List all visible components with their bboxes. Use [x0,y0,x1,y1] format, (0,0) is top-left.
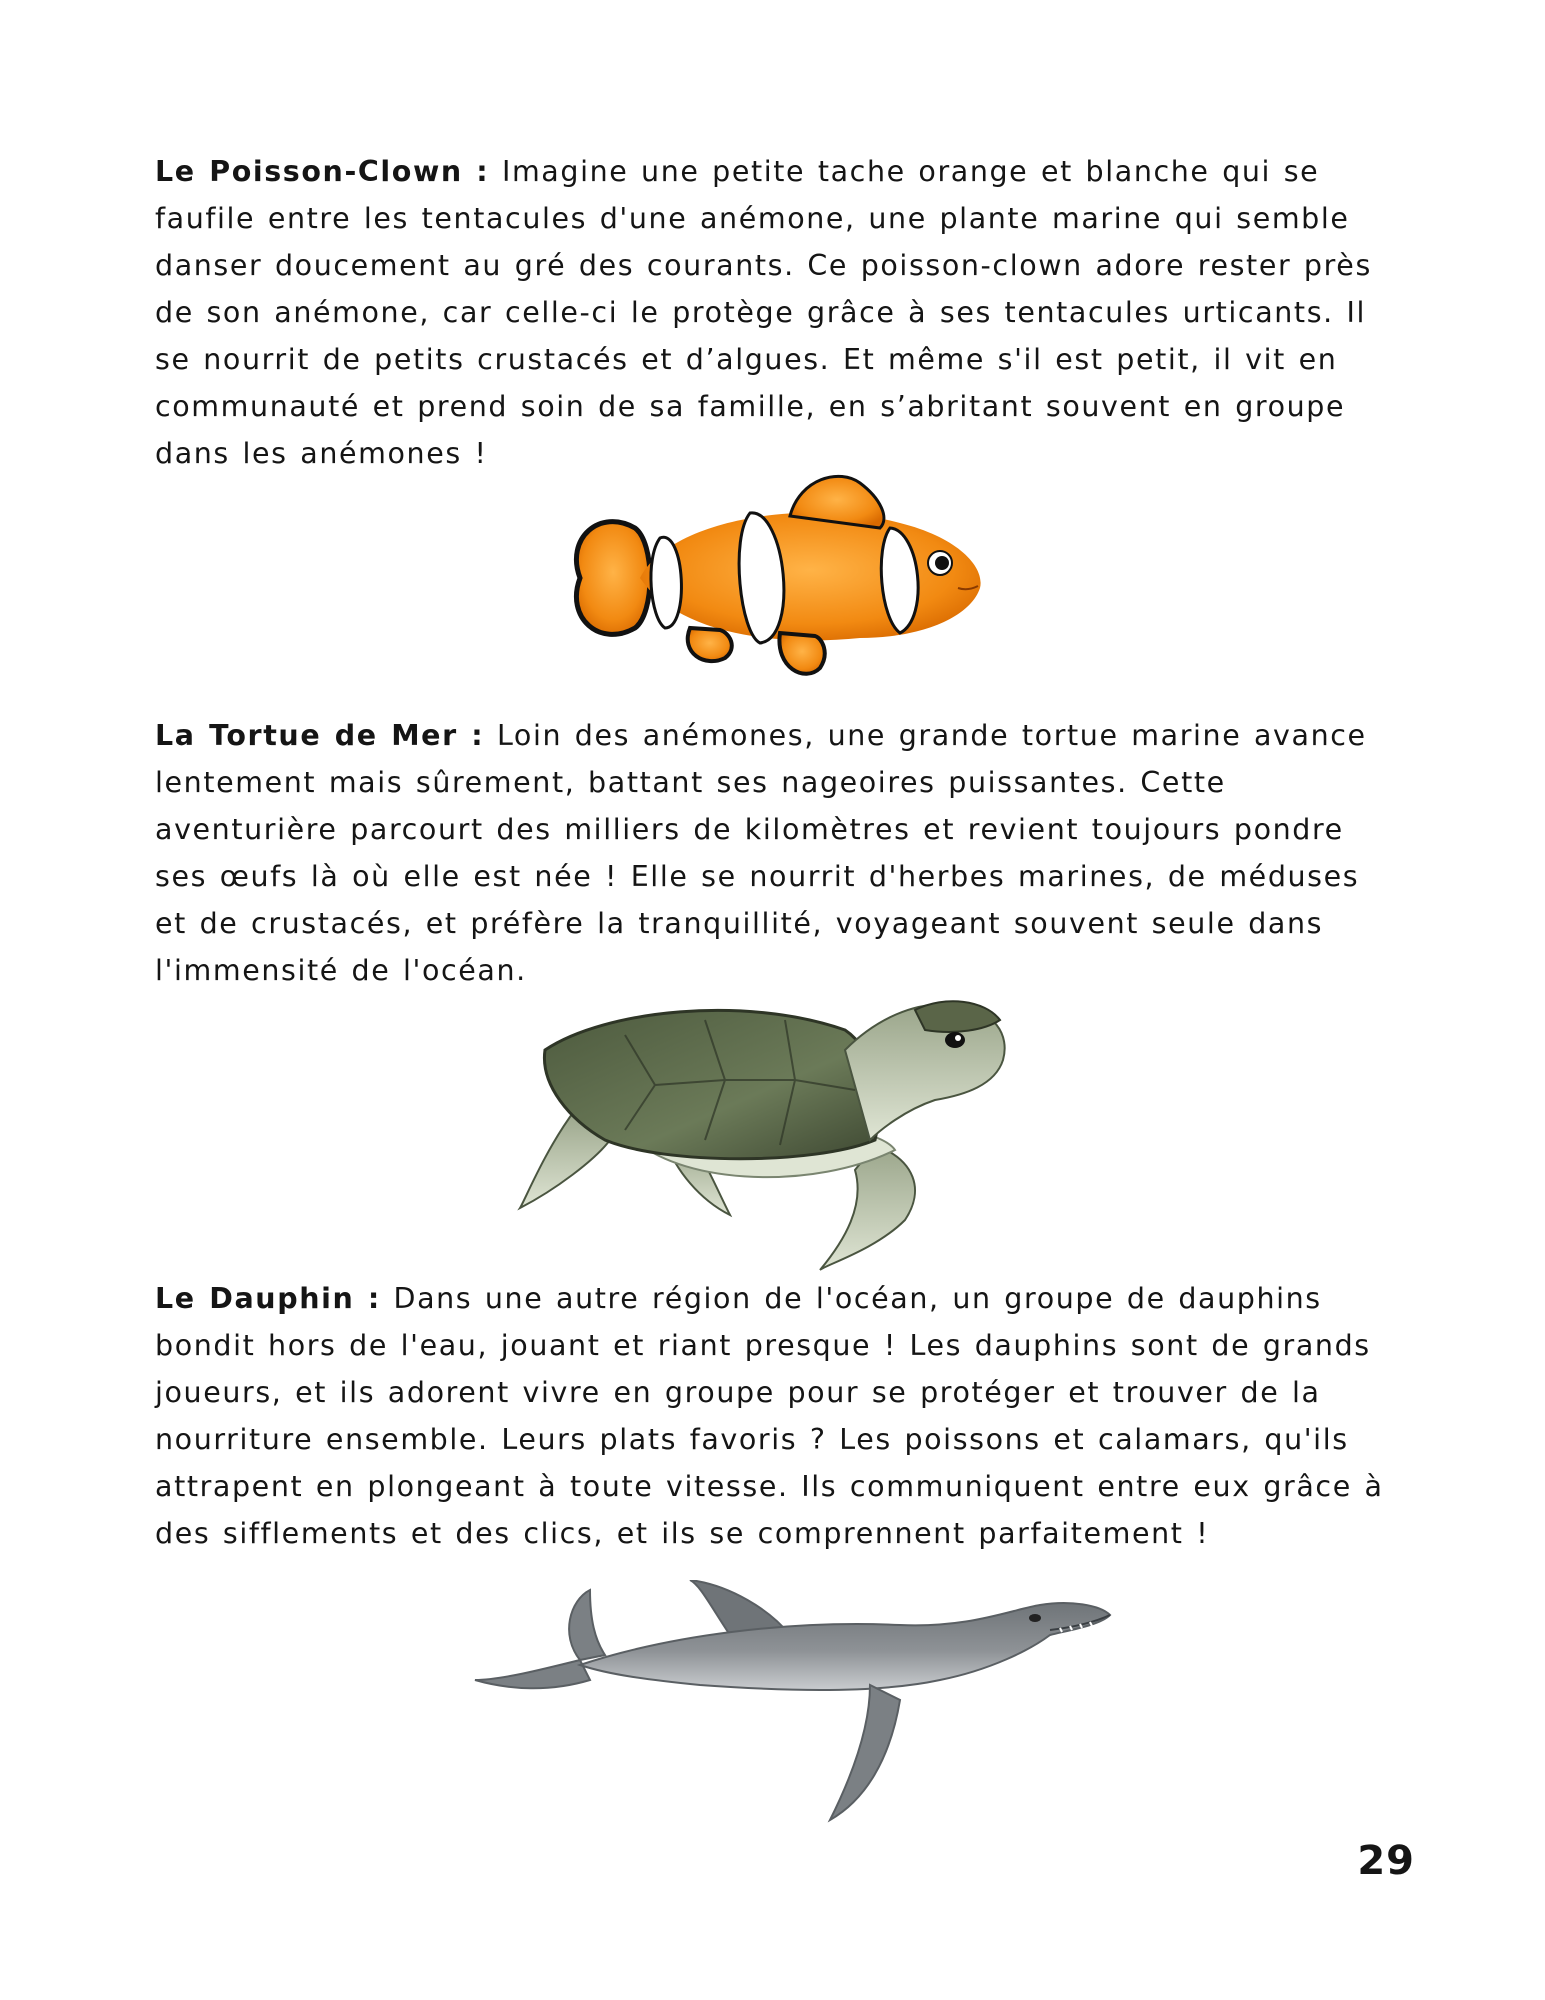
turtle-text: Loin des anémones, une grande tortue marine avance lentement mais sûrement, battant ses nageoires puissantes. Cette aventurière parcourt des milliers de kilomètres et revient toujours pondre ses œufs là où elle est née ! Elle se nourrit d'herbes marines, de méduses et de crustacés, et préfère la tranquillité, voyageant souvent seule dans l'immensité de l'océan. [155,719,1367,987]
clownfish-section [155,148,1390,477]
clownfish-paragraph [155,148,1390,477]
turtle-section [155,712,1390,994]
turtle-paragraph [155,712,1390,994]
dolphin-illustration [470,1580,1130,1830]
dolphin-title: Le Dauphin : [155,1282,381,1315]
clownfish-illustration [560,468,1000,688]
turtle-title: La Tortue de Mer : [155,719,485,752]
clownfish-title: Le Poisson-Clown : [155,155,490,188]
dolphin-section [155,1275,1390,1557]
dolphin-text: Dans une autre région de l'océan, un groupe de dauphins bondit hors de l'eau, jouant et riant presque ! Les dauphins sont de grands joueurs, et ils adorent vivre en groupe pour se protéger et trouver de la nourriture ensemble. Leurs plats favoris ? Les poissons et calamars, qu'ils attrapent en plongeant à toute vitesse. Ils communiquent entre eux grâce à des sifflements et des clics, et ils se comprennent parfaitement ! [155,1282,1384,1550]
page-number: 29 [1357,1838,1415,1884]
sea-turtle-illustration [515,990,1020,1275]
clownfish-text: Imagine une petite tache orange et blanche qui se faufile entre les tentacules d'une anémone, une plante marine qui semble danser doucement au gré des courants. Ce poisson-clown adore rester près de son anémone, car celle-ci le protège grâce à ses tentacules urticants. Il se nourrit de petits crustacés et d’algues. Et même s'il est petit, il vit en communauté et prend soin de sa famille, en s’abritant souvent en groupe dans les anémones ! [155,155,1372,470]
dolphin-paragraph [155,1275,1390,1557]
